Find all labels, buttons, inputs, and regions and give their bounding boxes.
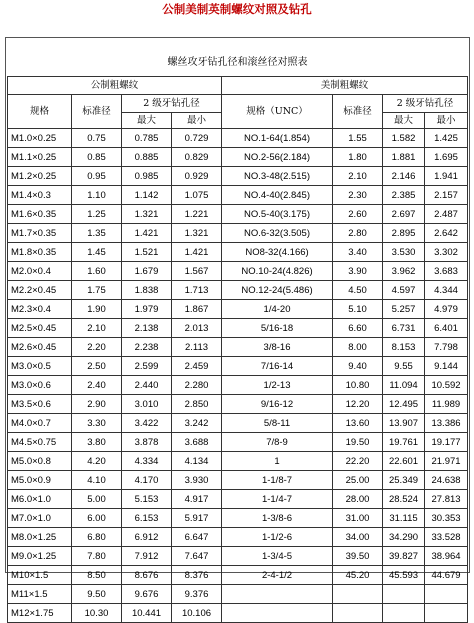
metric-drill-max-cell: 4.170 <box>122 471 172 490</box>
unc-drill-max-cell: 1.582 <box>383 129 425 148</box>
metric-drill-max-cell: 2.440 <box>122 376 172 395</box>
unc-drill-min-cell: 2.487 <box>425 205 468 224</box>
table-row <box>8 357 468 376</box>
spec-header: 规格 <box>8 95 72 129</box>
metric-drill-max-cell: 1.321 <box>122 205 172 224</box>
metric-drill-min-cell: 8.376 <box>172 566 222 585</box>
drill-header: 2 级牙钻孔径 <box>122 95 222 113</box>
metric-std-dia-cell: 8.50 <box>72 566 122 585</box>
table-row <box>8 528 468 547</box>
metric-spec-cell: M3.0×0.5 <box>8 357 72 376</box>
max-header-unc: 最大 <box>383 113 425 129</box>
unc-drill-min-cell: 24.638 <box>425 471 468 490</box>
metric-drill-max-cell: 1.421 <box>122 224 172 243</box>
unc-drill-max-cell: 22.601 <box>383 452 425 471</box>
metric-drill-max-cell: 3.010 <box>122 395 172 414</box>
metric-spec-cell: M10×1.5 <box>8 566 72 585</box>
unc-std-dia-cell: 39.50 <box>333 547 383 566</box>
metric-std-dia-cell: 4.10 <box>72 471 122 490</box>
metric-std-dia-cell: 6.00 <box>72 509 122 528</box>
unc-drill-min-cell: 7.798 <box>425 338 468 357</box>
metric-drill-min-cell: 1.421 <box>172 243 222 262</box>
metric-spec-cell: M2.2×0.45 <box>8 281 72 300</box>
unc-drill-min-cell: 1.695 <box>425 148 468 167</box>
unc-std-dia-cell: 2.80 <box>333 224 383 243</box>
metric-spec-cell: M2.6×0.45 <box>8 338 72 357</box>
metric-std-dia-cell: 2.20 <box>72 338 122 357</box>
unc-std-dia-cell: 13.60 <box>333 414 383 433</box>
metric-drill-min-cell: 3.242 <box>172 414 222 433</box>
metric-std-dia-cell: 1.45 <box>72 243 122 262</box>
page-title: 公制美制英制螺纹对照及钻孔 <box>162 2 312 16</box>
metric-drill-max-cell: 3.878 <box>122 433 172 452</box>
std-dia-header: 标准径 <box>72 95 122 129</box>
metric-std-dia-cell: 2.10 <box>72 319 122 338</box>
unc-spec-cell: NO.6-32(3.505) <box>222 224 333 243</box>
unc-spec-cell: NO.4-40(2.845) <box>222 186 333 205</box>
metric-drill-min-cell: 2.459 <box>172 357 222 376</box>
metric-drill-max-cell: 5.153 <box>122 490 172 509</box>
metric-std-dia-cell: 1.25 <box>72 205 122 224</box>
spec-unc-header: 规格（UNC） <box>222 95 333 129</box>
unc-std-dia-cell: 12.20 <box>333 395 383 414</box>
metric-drill-min-cell: 6.647 <box>172 528 222 547</box>
metric-drill-max-cell: 0.985 <box>122 167 172 186</box>
thread-drill-table <box>7 76 468 623</box>
metric-drill-max-cell: 4.334 <box>122 452 172 471</box>
unc-drill-max-cell: 39.827 <box>383 547 425 566</box>
unc-drill-min-cell: 10.592 <box>425 376 468 395</box>
metric-drill-max-cell: 7.912 <box>122 547 172 566</box>
unc-drill-min-cell: 6.401 <box>425 319 468 338</box>
metric-spec-cell: M8.0×1.25 <box>8 528 72 547</box>
unc-std-dia-cell: 1.55 <box>333 129 383 148</box>
unc-drill-min-cell: 3.302 <box>425 243 468 262</box>
unc-drill-max-cell: 4.597 <box>383 281 425 300</box>
unc-std-dia-cell: 22.20 <box>333 452 383 471</box>
unc-spec-cell: 9/16-12 <box>222 395 333 414</box>
unc-spec-cell: 1/2-13 <box>222 376 333 395</box>
metric-std-dia-cell: 1.60 <box>72 262 122 281</box>
metric-spec-cell: M5.0×0.9 <box>8 471 72 490</box>
unc-drill-max-cell: 11.094 <box>383 376 425 395</box>
unc-drill-max-cell <box>383 604 425 623</box>
unc-spec-cell: 1-1/4-7 <box>222 490 333 509</box>
unc-drill-min-cell: 33.528 <box>425 528 468 547</box>
table-row <box>8 547 468 566</box>
unc-drill-min-cell: 30.353 <box>425 509 468 528</box>
metric-spec-cell: M1.8×0.35 <box>8 243 72 262</box>
metric-std-dia-cell: 6.80 <box>72 528 122 547</box>
metric-drill-min-cell: 4.134 <box>172 452 222 471</box>
unc-drill-max-cell: 34.290 <box>383 528 425 547</box>
unc-spec-cell: 5/8-11 <box>222 414 333 433</box>
unc-std-dia-cell: 4.50 <box>333 281 383 300</box>
metric-drill-max-cell: 0.785 <box>122 129 172 148</box>
unc-drill-max-cell: 2.895 <box>383 224 425 243</box>
table-row <box>8 338 468 357</box>
unc-spec-cell: 1-3/4-5 <box>222 547 333 566</box>
unc-drill-min-cell: 44.679 <box>425 566 468 585</box>
table-row <box>8 395 468 414</box>
unc-spec-cell: NO.1-64(1.854) <box>222 129 333 148</box>
unc-spec-cell: 1 <box>222 452 333 471</box>
unc-drill-min-cell: 4.979 <box>425 300 468 319</box>
unc-spec-cell: NO.5-40(3.175) <box>222 205 333 224</box>
metric-spec-cell: M4.5×0.75 <box>8 433 72 452</box>
metric-std-dia-cell: 0.85 <box>72 148 122 167</box>
metric-drill-max-cell: 1.142 <box>122 186 172 205</box>
unc-std-dia-cell: 9.40 <box>333 357 383 376</box>
unc-spec-cell: NO8-32(4.166) <box>222 243 333 262</box>
unc-std-dia-cell: 3.90 <box>333 262 383 281</box>
unc-std-dia-cell: 28.00 <box>333 490 383 509</box>
drill-header-unc: 2 级牙钻孔径 <box>383 95 468 113</box>
metric-std-dia-cell: 10.30 <box>72 604 122 623</box>
metric-drill-min-cell: 0.929 <box>172 167 222 186</box>
table-row <box>8 376 468 395</box>
unc-spec-cell: 1/4-20 <box>222 300 333 319</box>
metric-drill-min-cell: 1.321 <box>172 224 222 243</box>
metric-std-dia-cell: 1.35 <box>72 224 122 243</box>
unc-std-dia-cell: 34.00 <box>333 528 383 547</box>
unc-drill-min-cell: 2.157 <box>425 186 468 205</box>
metric-drill-max-cell: 0.885 <box>122 148 172 167</box>
unc-std-dia-cell: 25.00 <box>333 471 383 490</box>
unc-drill-min-cell: 19.177 <box>425 433 468 452</box>
min-header-unc: 最小 <box>425 113 468 129</box>
unc-drill-max-cell: 9.55 <box>383 357 425 376</box>
metric-std-dia-cell: 2.90 <box>72 395 122 414</box>
max-header: 最大 <box>122 113 172 129</box>
unc-drill-min-cell: 38.964 <box>425 547 468 566</box>
unc-drill-max-cell: 12.495 <box>383 395 425 414</box>
unc-std-dia-cell: 10.80 <box>333 376 383 395</box>
unc-drill-max-cell: 2.385 <box>383 186 425 205</box>
table-row <box>8 243 468 262</box>
unc-spec-cell: 2-4-1/2 <box>222 566 333 585</box>
metric-drill-max-cell: 10.441 <box>122 604 172 623</box>
unc-drill-min-cell: 3.683 <box>425 262 468 281</box>
unc-std-dia-cell: 8.00 <box>333 338 383 357</box>
unc-std-dia-cell: 5.10 <box>333 300 383 319</box>
unc-spec-cell: 1-3/8-6 <box>222 509 333 528</box>
unc-drill-min-cell: 21.971 <box>425 452 468 471</box>
unc-drill-max-cell: 45.593 <box>383 566 425 585</box>
metric-drill-max-cell: 6.912 <box>122 528 172 547</box>
metric-spec-cell: M4.0×0.7 <box>8 414 72 433</box>
metric-std-dia-cell: 3.30 <box>72 414 122 433</box>
metric-drill-min-cell: 2.013 <box>172 319 222 338</box>
metric-drill-min-cell: 3.688 <box>172 433 222 452</box>
unc-spec-cell: 1-1/8-7 <box>222 471 333 490</box>
unc-drill-min-cell: 11.989 <box>425 395 468 414</box>
metric-std-dia-cell: 1.75 <box>72 281 122 300</box>
unc-std-dia-cell: 31.00 <box>333 509 383 528</box>
unc-drill-max-cell: 19.761 <box>383 433 425 452</box>
table-row <box>8 509 468 528</box>
unc-spec-cell: NO.3-48(2.515) <box>222 167 333 186</box>
table-title: 螺丝攻牙钻孔径和滚丝径对照表 <box>167 57 308 68</box>
unc-spec-cell: 5/16-18 <box>222 319 333 338</box>
unc-std-dia-cell <box>333 604 383 623</box>
metric-std-dia-cell: 1.10 <box>72 186 122 205</box>
unc-spec-cell: NO.2-56(2.184) <box>222 148 333 167</box>
metric-spec-cell: M2.5×0.45 <box>8 319 72 338</box>
table-row <box>8 414 468 433</box>
unc-std-dia-cell: 6.60 <box>333 319 383 338</box>
metric-spec-cell: M1.2×0.25 <box>8 167 72 186</box>
metric-spec-cell: M2.3×0.4 <box>8 300 72 319</box>
metric-drill-min-cell: 4.917 <box>172 490 222 509</box>
metric-spec-cell: M1.7×0.35 <box>8 224 72 243</box>
metric-std-dia-cell: 2.40 <box>72 376 122 395</box>
metric-drill-max-cell: 2.599 <box>122 357 172 376</box>
unc-std-dia-cell: 1.80 <box>333 148 383 167</box>
metric-std-dia-cell: 4.20 <box>72 452 122 471</box>
metric-drill-max-cell: 1.838 <box>122 281 172 300</box>
unc-spec-cell <box>222 604 333 623</box>
metric-drill-max-cell: 9.676 <box>122 585 172 604</box>
unc-spec-cell <box>222 585 333 604</box>
unc-drill-min-cell: 13.386 <box>425 414 468 433</box>
unc-drill-max-cell: 5.257 <box>383 300 425 319</box>
metric-drill-max-cell: 2.238 <box>122 338 172 357</box>
metric-drill-min-cell: 1.221 <box>172 205 222 224</box>
metric-drill-max-cell: 1.521 <box>122 243 172 262</box>
metric-drill-min-cell: 1.075 <box>172 186 222 205</box>
metric-spec-cell: M3.5×0.6 <box>8 395 72 414</box>
metric-drill-min-cell: 0.829 <box>172 148 222 167</box>
metric-spec-cell: M1.1×0.25 <box>8 148 72 167</box>
metric-spec-cell: M1.0×0.25 <box>8 129 72 148</box>
table-row <box>8 471 468 490</box>
metric-drill-min-cell: 5.917 <box>172 509 222 528</box>
unc-std-dia-cell: 19.50 <box>333 433 383 452</box>
metric-std-dia-cell: 0.75 <box>72 129 122 148</box>
table-row <box>8 167 468 186</box>
metric-drill-max-cell: 3.422 <box>122 414 172 433</box>
unc-drill-max-cell: 3.530 <box>383 243 425 262</box>
metric-std-dia-cell: 1.90 <box>72 300 122 319</box>
metric-drill-min-cell: 0.729 <box>172 129 222 148</box>
metric-drill-min-cell: 3.930 <box>172 471 222 490</box>
unc-group-header: 美制粗螺纹 <box>222 77 468 95</box>
unc-drill-max-cell: 31.115 <box>383 509 425 528</box>
table-row <box>8 566 468 585</box>
unc-drill-max-cell: 13.907 <box>383 414 425 433</box>
unc-std-dia-cell: 3.40 <box>333 243 383 262</box>
table-row <box>8 148 468 167</box>
metric-drill-min-cell: 10.106 <box>172 604 222 623</box>
metric-spec-cell: M7.0×1.0 <box>8 509 72 528</box>
unc-spec-cell: NO.10-24(4.826) <box>222 262 333 281</box>
table-row <box>8 205 468 224</box>
unc-spec-cell: 1-1/2-6 <box>222 528 333 547</box>
metric-std-dia-cell: 2.50 <box>72 357 122 376</box>
std-dia-header-unc: 标准径 <box>333 95 383 129</box>
metric-drill-min-cell: 2.280 <box>172 376 222 395</box>
metric-spec-cell: M12×1.75 <box>8 604 72 623</box>
metric-spec-cell: M3.0×0.6 <box>8 376 72 395</box>
metric-std-dia-cell: 9.50 <box>72 585 122 604</box>
table-row <box>8 129 468 148</box>
unc-std-dia-cell: 2.30 <box>333 186 383 205</box>
unc-drill-min-cell: 4.344 <box>425 281 468 300</box>
unc-drill-min-cell: 27.813 <box>425 490 468 509</box>
unc-drill-min-cell: 1.941 <box>425 167 468 186</box>
unc-std-dia-cell: 2.60 <box>333 205 383 224</box>
metric-spec-cell: M1.4×0.3 <box>8 186 72 205</box>
unc-spec-cell: 3/8-16 <box>222 338 333 357</box>
unc-spec-cell: NO.12-24(5.486) <box>222 281 333 300</box>
metric-spec-cell: M9.0×1.25 <box>8 547 72 566</box>
metric-drill-max-cell: 1.679 <box>122 262 172 281</box>
metric-drill-max-cell: 2.138 <box>122 319 172 338</box>
table-row <box>8 490 468 509</box>
table-row <box>8 186 468 205</box>
metric-std-dia-cell: 7.80 <box>72 547 122 566</box>
metric-spec-cell: M11×1.5 <box>8 585 72 604</box>
table-row <box>8 224 468 243</box>
metric-drill-min-cell: 7.647 <box>172 547 222 566</box>
table-row <box>8 319 468 338</box>
table-row <box>8 604 468 623</box>
unc-drill-max-cell: 3.962 <box>383 262 425 281</box>
unc-drill-max-cell: 6.731 <box>383 319 425 338</box>
metric-spec-cell: M5.0×0.8 <box>8 452 72 471</box>
metric-drill-min-cell: 1.567 <box>172 262 222 281</box>
metric-std-dia-cell: 5.00 <box>72 490 122 509</box>
metric-drill-min-cell: 9.376 <box>172 585 222 604</box>
unc-std-dia-cell: 2.10 <box>333 167 383 186</box>
metric-drill-max-cell: 6.153 <box>122 509 172 528</box>
metric-std-dia-cell: 0.95 <box>72 167 122 186</box>
metric-drill-min-cell: 1.713 <box>172 281 222 300</box>
table-row <box>8 300 468 319</box>
unc-drill-max-cell: 1.881 <box>383 148 425 167</box>
metric-drill-min-cell: 2.850 <box>172 395 222 414</box>
unc-drill-max-cell: 28.524 <box>383 490 425 509</box>
unc-drill-min-cell: 2.642 <box>425 224 468 243</box>
metric-drill-max-cell: 8.676 <box>122 566 172 585</box>
unc-drill-max-cell <box>383 585 425 604</box>
metric-drill-max-cell: 1.979 <box>122 300 172 319</box>
unc-drill-min-cell: 1.425 <box>425 129 468 148</box>
unc-drill-min-cell <box>425 585 468 604</box>
unc-std-dia-cell: 45.20 <box>333 566 383 585</box>
min-header: 最小 <box>172 113 222 129</box>
metric-group-header: 公制粗螺纹 <box>8 77 222 95</box>
table-row <box>8 281 468 300</box>
metric-spec-cell: M1.6×0.35 <box>8 205 72 224</box>
table-row <box>8 452 468 471</box>
table-row <box>8 262 468 281</box>
metric-drill-min-cell: 2.113 <box>172 338 222 357</box>
metric-std-dia-cell: 3.80 <box>72 433 122 452</box>
unc-std-dia-cell <box>333 585 383 604</box>
unc-drill-max-cell: 2.146 <box>383 167 425 186</box>
unc-spec-cell: 7/8-9 <box>222 433 333 452</box>
unc-drill-max-cell: 25.349 <box>383 471 425 490</box>
unc-drill-min-cell: 9.144 <box>425 357 468 376</box>
unc-drill-min-cell <box>425 604 468 623</box>
metric-spec-cell: M2.0×0.4 <box>8 262 72 281</box>
unc-spec-cell: 7/16-14 <box>222 357 333 376</box>
unc-drill-max-cell: 8.153 <box>383 338 425 357</box>
table-row <box>8 433 468 452</box>
metric-drill-min-cell: 1.867 <box>172 300 222 319</box>
table-row <box>8 585 468 604</box>
metric-spec-cell: M6.0×1.0 <box>8 490 72 509</box>
unc-drill-max-cell: 2.697 <box>383 205 425 224</box>
